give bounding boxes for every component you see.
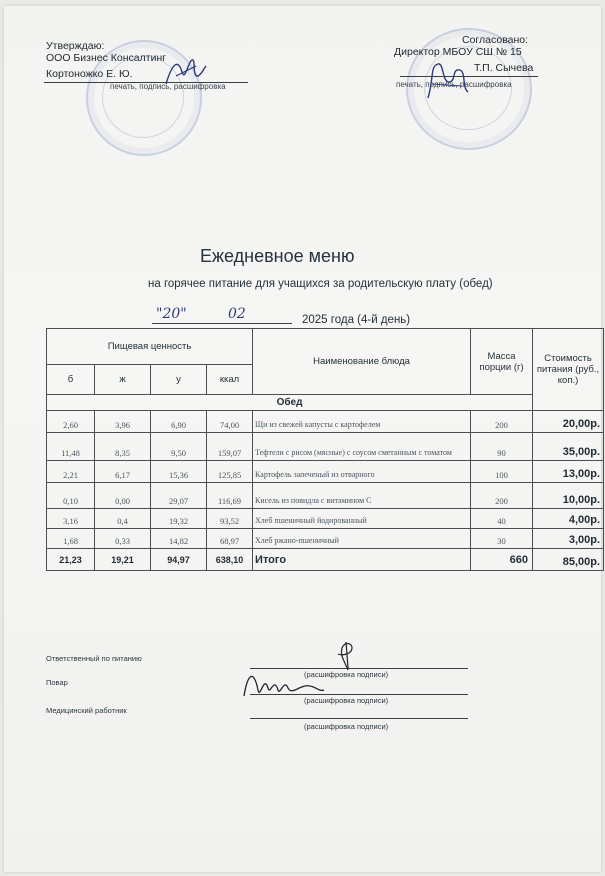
table-row (47, 433, 604, 461)
cell-u: 29,07 (151, 483, 207, 509)
cell-kcal: 116,69 (207, 483, 253, 509)
total-price: 85,00р. (533, 549, 604, 571)
table-row (47, 461, 604, 483)
cell-price: 3,00р. (533, 529, 604, 549)
page-title: Ежедневное меню (200, 246, 355, 266)
cell-b: 1,68 (47, 529, 95, 549)
total-zh: 19,21 (95, 549, 151, 571)
total-kcal: 638,10 (207, 549, 253, 571)
cell-zh: 0,4 (95, 509, 151, 529)
approval-right-name: Т.П. Сычева (474, 62, 534, 74)
cell-mass: 40 (471, 509, 533, 529)
cell-dish: Щи из свежей капусты с картофелем (253, 411, 471, 433)
responsible-label: Ответственный по питанию (46, 654, 142, 663)
total-u: 94,97 (151, 549, 207, 571)
cell-mass: 30 (471, 529, 533, 549)
header-b: б (47, 365, 95, 395)
total-mass: 660 (471, 549, 533, 571)
date-month: 02 (228, 306, 246, 322)
cell-dish: Тефтели с рисом (мясные) с соусом сметанным с томатом (253, 433, 471, 461)
page-subtitle: на горячее питание для учащихся за родительскую плату (обед) (148, 278, 493, 290)
cell-b: 0,10 (47, 483, 95, 509)
date-rest: 2025 года (4-й день) (302, 314, 411, 326)
cell-dish: Кисель из повидла с витамином С (253, 483, 471, 509)
medic-caption: (расшифровка подписи) (304, 722, 389, 731)
table-row (47, 529, 604, 549)
cell-price: 20,00р. (533, 411, 604, 433)
cook-label: Повар (46, 678, 68, 687)
header-zh: ж (95, 365, 151, 395)
cell-u: 15,36 (151, 461, 207, 483)
cell-mass: 200 (471, 411, 533, 433)
cell-kcal: 159,07 (207, 433, 253, 461)
cell-dish: Картофель запеченый из отварного (253, 461, 471, 483)
total-b: 21,23 (47, 549, 95, 571)
cell-u: 14,82 (151, 529, 207, 549)
approval-left-word: Утверждаю: (46, 40, 105, 52)
header-kcal: ккал (207, 365, 253, 395)
cell-dish: Хлеб ржано-пшеничный (253, 529, 471, 549)
cell-price: 35,00р. (533, 433, 604, 461)
cell-kcal: 68,97 (207, 529, 253, 549)
table-row (47, 509, 604, 529)
approval-left-caption: печать, подпись, расшифровка (110, 82, 226, 91)
responsible-signature (332, 638, 362, 672)
cell-b: 2,60 (47, 411, 95, 433)
cell-zh: 8,35 (95, 433, 151, 461)
header-dish: Наименование блюда (253, 329, 471, 395)
approval-right-position: Директор МБОУ СШ № 15 (394, 46, 522, 58)
cell-u: 6,90 (151, 411, 207, 433)
document-page (4, 6, 601, 872)
cell-kcal: 125,85 (207, 461, 253, 483)
total-label: Итого (253, 549, 471, 571)
cell-zh: 0,33 (95, 529, 151, 549)
cell-b: 3,16 (47, 509, 95, 529)
responsible-caption: (расшифровка подписи) (304, 670, 389, 679)
cell-mass: 100 (471, 461, 533, 483)
cell-u: 9,50 (151, 433, 207, 461)
cell-kcal: 74,00 (207, 411, 253, 433)
approval-right-word: Согласовано: (462, 34, 529, 46)
menu-table (46, 328, 604, 571)
approval-left-org: ООО Бизнес Консалтинг (46, 52, 167, 64)
medic-label: Медицинский работник (46, 706, 127, 715)
cell-kcal: 93,52 (207, 509, 253, 529)
header-u: у (151, 365, 207, 395)
cell-mass: 90 (471, 433, 533, 461)
cell-b: 11,48 (47, 433, 95, 461)
cell-mass: 200 (471, 483, 533, 509)
cell-b: 2,21 (47, 461, 95, 483)
approval-left-name: Кортоножко Е. Ю. (46, 68, 133, 80)
approval-right-caption: печать, подпись, расшифровка (396, 80, 512, 89)
cell-price: 10,00р. (533, 483, 604, 509)
cell-price: 4,00р. (533, 509, 604, 529)
header-cost: Стоимость питания (руб., коп.) (533, 329, 604, 411)
cell-zh: 0,00 (95, 483, 151, 509)
cell-u: 19,32 (151, 509, 207, 529)
cell-zh: 6,17 (95, 461, 151, 483)
header-nutrition: Пищевая ценность (47, 329, 253, 365)
table-row (47, 411, 604, 433)
cook-caption: (расшифровка подписи) (304, 696, 389, 705)
cell-zh: 3,96 (95, 411, 151, 433)
date-line (152, 308, 452, 326)
total-row (47, 549, 604, 571)
header-mass: Масса порции (г) (471, 329, 533, 395)
cell-price: 13,00р. (533, 461, 604, 483)
left-signature (162, 54, 210, 90)
cook-signature (240, 666, 326, 702)
date-day: "20" (156, 306, 187, 322)
cell-dish: Хлеб пшеничный йодированный (253, 509, 471, 529)
table-row (47, 483, 604, 509)
section-label: Обед (47, 395, 533, 411)
right-signature (422, 58, 472, 102)
